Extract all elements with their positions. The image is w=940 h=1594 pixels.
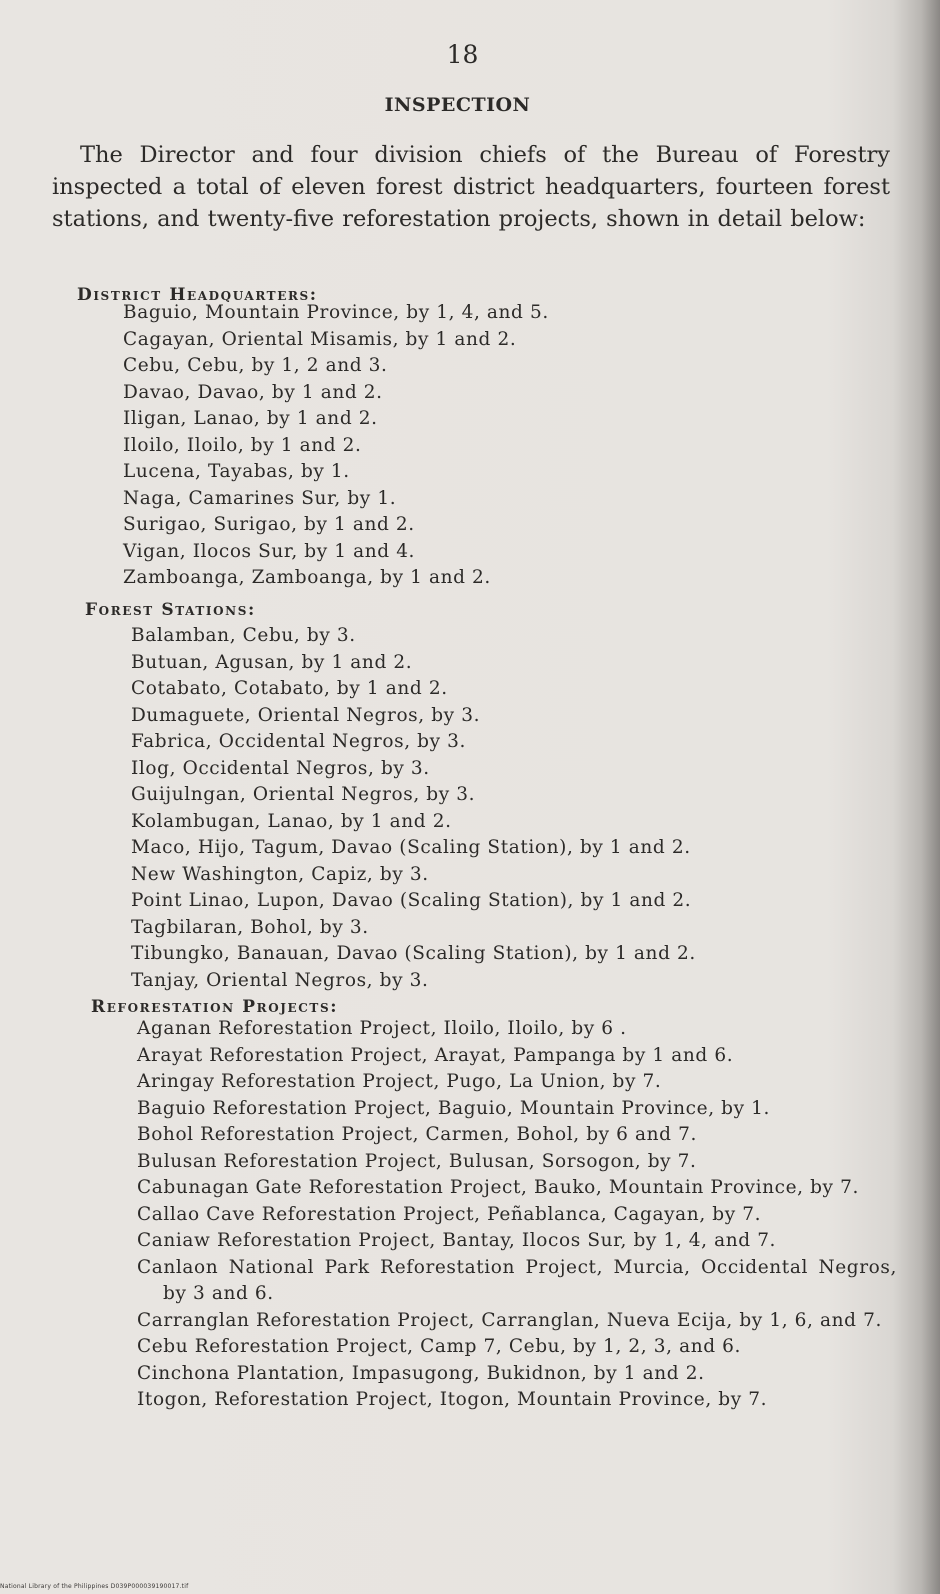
- list-item: Vigan, Ilocos Sur, by 1 and 4.: [123, 540, 416, 562]
- list-item: Aganan Reforestation Project, Iloilo, Iloilo, by 6 .: [137, 1018, 627, 1039]
- list-item: Carranglan Reforestation Project, Carranglan, Nueva Ecija, by 1, 6, and 7.: [137, 1309, 882, 1331]
- list-item: Tanjay, Oriental Negros, by 3.: [131, 969, 429, 991]
- list-item: Tagbilaran, Bohol, by 3.: [131, 916, 369, 938]
- list-item: Ilog, Occidental Negros, by 3.: [131, 757, 430, 779]
- list-item: Lucena, Tayabas, by 1.: [123, 461, 350, 482]
- list-item: Baguio Reforestation Project, Baguio, Mountain Province, by 1.: [137, 1097, 770, 1119]
- list-item: Butuan, Agusan, by 1 and 2.: [131, 651, 413, 673]
- page-number: 18: [446, 40, 479, 69]
- list-item: Cebu, Cebu, by 1, 2 and 3.: [123, 355, 388, 376]
- archive-footer: National Library of the Philippines D039P000039190017.tif: [0, 1583, 189, 1590]
- list-item: Itogon, Reforestation Project, Itogon, Mountain Province, by 7.: [137, 1389, 768, 1410]
- intro-paragraph: The Director and four division chiefs of the Bureau of Forestry inspected a total of eleven forest district headquarters, fourteen forest stations, and twenty-five reforestation projects, shown in detail below:: [52, 142, 890, 232]
- list-item: Balamban, Cebu, by 3.: [131, 625, 356, 646]
- list-item: Bulusan Reforestation Project, Bulusan, Sorsogon, by 7.: [137, 1150, 697, 1172]
- list-item: Bohol Reforestation Project, Carmen, Bohol, by 6 and 7.: [137, 1124, 697, 1145]
- forest-stations-list: [131, 623, 851, 994]
- list-item: Cagayan, Oriental Misamis, by 1 and 2.: [123, 328, 517, 350]
- list-item: Iligan, Lanao, by 1 and 2.: [123, 408, 378, 429]
- list-item: Cinchona Plantation, Impasugong, Bukidnon, by 1 and 2.: [137, 1362, 705, 1384]
- list-item: Naga, Camarines Sur, by 1.: [123, 487, 397, 509]
- list-item: Dumaguete, Oriental Negros, by 3.: [131, 704, 481, 726]
- district-headquarters-list: [123, 300, 823, 592]
- list-item: Caniaw Reforestation Project, Bantay, Ilocos Sur, by 1, 4, and 7.: [137, 1230, 777, 1251]
- list-item: Point Linao, Lupon, Davao (Scaling Station), by 1 and 2.: [131, 890, 692, 911]
- list-item: Maco, Hijo, Tagum, Davao (Scaling Station), by 1 and 2.: [131, 837, 691, 858]
- list-item: Callao Cave Reforestation Project, Peñablanca, Cagayan, by 7.: [137, 1203, 762, 1225]
- list-item: Canlaon National Park Reforestation Project, Murcia, Occidental Negros, by 3 and 6.: [137, 1256, 897, 1304]
- list-item: Aringay Reforestation Project, Pugo, La Union, by 7.: [137, 1071, 662, 1092]
- list-item: Fabrica, Occidental Negros, by 3.: [131, 731, 466, 752]
- list-item: Zamboanga, Zamboanga, by 1 and 2.: [123, 567, 491, 588]
- list-item: Iloilo, Iloilo, by 1 and 2.: [123, 434, 362, 456]
- reforestation-projects-heading: Reforestation Projects:: [91, 997, 339, 1017]
- list-item: Baguio, Mountain Province, by 1, 4, and 5.: [123, 302, 549, 323]
- district-headquarters-heading: District Headquarters:: [77, 285, 318, 305]
- list-item: Surigao, Surigao, by 1 and 2.: [123, 514, 415, 535]
- list-item: Cabunagan Gate Reforestation Project, Bauko, Mountain Province, by 7.: [137, 1177, 859, 1198]
- list-item: New Washington, Capiz, by 3.: [131, 863, 429, 885]
- list-item: Kolambugan, Lanao, by 1 and 2.: [131, 810, 452, 832]
- list-item: Guijulngan, Oriental Negros, by 3.: [131, 784, 476, 805]
- list-item: Cebu Reforestation Project, Camp 7, Cebu, by 1, 2, 3, and 6.: [137, 1336, 741, 1357]
- list-item: Cotabato, Cotabato, by 1 and 2.: [131, 678, 448, 699]
- list-item: Tibungko, Banauan, Davao (Scaling Station), by 1 and 2.: [131, 943, 696, 964]
- section-title: INSPECTION: [384, 94, 531, 116]
- list-item: Arayat Reforestation Project, Arayat, Pampanga by 1 and 6.: [137, 1044, 734, 1066]
- forest-stations-heading: Forest Stations:: [85, 600, 256, 620]
- reforestation-projects-list: [137, 1016, 897, 1414]
- list-item: Davao, Davao, by 1 and 2.: [123, 381, 383, 403]
